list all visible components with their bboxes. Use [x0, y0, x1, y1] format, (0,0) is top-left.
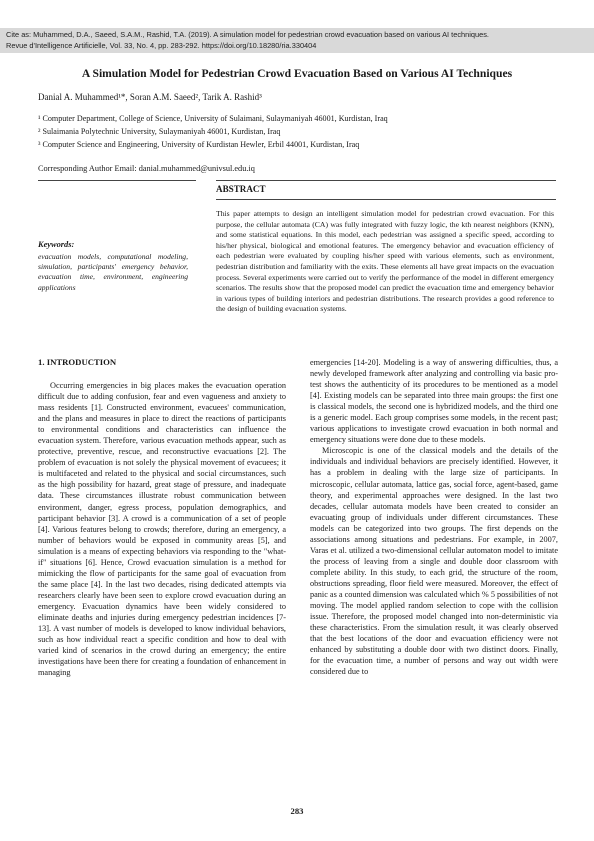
abstract-body: This paper attempts to design an intelligent simulation model for pedestrian crowd evacuation. For this purpose, the cellular automata (CA) was fully integrated with fuzzy logic, the kth nearest neighbors (KNN), and some statistical equations. In this model, each pedestrian was assigned a specific speed, according to his/her physical, biological and emotional features. The emergency behavior and evacuation efficiency of each pedestrian were evaluated by coupling his/her speed with various elements, such as environment, pedestrian distribution and familiarity with the exits. These elements all have great impacts on the evacuation process. Several experiments were carried out to verify the performance of the model in different emergency scenarios. The results show that the proposed model can predict the evacuation time and emergency behavior in various types of building interiors and pedestrian distributions. The research provides a good reference to the design of building evacuation systems.	[216, 209, 554, 314]
body-paragraph: Microscopic is one of the classical models and the details of the individuals and individual behaviors are precisely identified. However, it has a problem in dealing with the large size of participants. In microscopic, cellular automata, lattice gas, social force, agent-based, game theory, and experimental approaches were designed. In the last two decades, cellular automata models have been created to consider an evacuating group of individuals under different circumstances. These models can be categorized into two groups. The first depends on the associations among situations and pedestrians. For example, in 2007, Varas et al. utilized a two-dimensional cellular automaton model to imitate the process of leaving from a single and double door classroom with complete ability. In this study, to each grid, the structure of the room, obstructions spreading, floor field were measured. Moreover, the effect of panic as a counted dimension was calculated which % 5 possibilities of not moving. The model applied random selection to cope with the collision issue. Therefore, the proposed model changed into non-deterministic via these characteristics. From the simulation result, it was clearly observed that the best locations of the door and evacuation efficiency were not enhanced by substituting a double door with two distinct doors. Finally, for the evacuation time, a number of persons and way out width were considered due to	[310, 446, 558, 677]
paper-title: A Simulation Model for Pedestrian Crowd Evacuation Based on Various AI Techniques	[81, 67, 513, 80]
body-paragraph: emergencies [14-20]. Modeling is a way of answering difficulties, thus, a newly developed framework after analyzing and controlling via basic pro-test shows the authenticity of its procedures to be mentioned as a model [4]. Existing models can be separated into three main groups: the first one is classical models, the second one is hybridized models, and the third one is a generic model. Each group comprises some models, in the recent past; various applications to investigate crowd evacuation in both normal and emergency situations were done due to these models.	[310, 358, 558, 445]
abstract-rule-top	[216, 180, 556, 181]
keywords-rule	[38, 180, 196, 181]
body-column-right	[310, 357, 558, 677]
section-heading-introduction: 1. INTRODUCTION	[38, 357, 117, 367]
affiliation-3: ³ Computer Science and Engineering, University of Kurdistan Hewler, Erbil 44001, Kurdistan, Iraq	[38, 140, 360, 149]
abstract-rule-bottom	[216, 199, 556, 200]
page-number: 283	[290, 806, 304, 816]
keywords-list: evacuation models, computational modeling, simulation, participants' emergency behavior, evacuation time, environment, engineering applications	[38, 252, 188, 292]
body-paragraph: Occurring emergencies in big places makes the evacuation operation difficult due to adding confusion, fear and even vagueness and anxiety to mass residents [1]. Constructed environment, evacuees' communication, and the plans and measures in place to direct the reactions of participants to environmental conditions and characteristics can influence the evacuation system. Therefore, various evacuation methods appear, such as protective, preventive, rescue, and reconstructive evacuations [2]. The problem of evacuation is not solely the physical movement of evacuees; it is multifaceted and related to the physical and social circumstances, such as the high possibility for hazard, great stage of pressure, and inadequate data. These circumstances illustrate robust communication between environment, danger, egress process, population demographics, and participant behavior [3]. A crowd is a communication of a set of people [4]. Various features belong to crowds; therefore, during an emergency, a number of behaviors would be exposed in community areas [5], and simulation is a means of expecting behaviors via responding to the "what-if" situations [6]. Hence, Crowd evacuation simulation is a method for mimicking the flow of participants for the same goal of evacuation from the same place [4]. In the last two decades, rising dedicated attempts via researchers clearly have been seen to explore crowd evacuation during an emergency. Evacuation dynamics have been widely considered to eliminate deaths and injuries during emergency pedestrian incidences [7-13]. A vast number of models is developed to know individual behaviors, such as how individual react a specific condition and how to deal with varied kind of scenarios in the crowd during an emergency; the entire investigations have been there for creating a foundation of enhancement in managing	[38, 381, 286, 678]
body-column-left	[38, 380, 286, 678]
citation-line-2: Revue d'Intelligence Artificielle, Vol. 33, No. 4, pp. 283-292. https://doi.org/10.18280/ria.330404	[6, 41, 317, 50]
corresponding-email: Corresponding Author Email: danial.muhammed@univsul.edu.iq	[38, 164, 255, 173]
author-list: Danial A. Muhammed¹*, Soran A.M. Saeed², Tarik A. Rashid³	[38, 92, 262, 102]
abstract-heading: ABSTRACT	[216, 184, 266, 194]
affiliation-2: ² Sulaimania Polytechnic University, Sulaymaniyah 46001, Kurdistan, Iraq	[38, 127, 281, 136]
affiliation-1: ¹ Computer Department, College of Science, University of Sulaimani, Sulaymaniyah 46001, Kurdistan, Iraq	[38, 114, 388, 123]
citation-line-1: Cite as: Muhammed, D.A., Saeed, S.A.M., Rashid, T.A. (2019). A simulation model for pedestrian crowd evacuation based on various AI techniques.	[6, 30, 489, 39]
keywords-heading: Keywords:	[38, 240, 75, 249]
